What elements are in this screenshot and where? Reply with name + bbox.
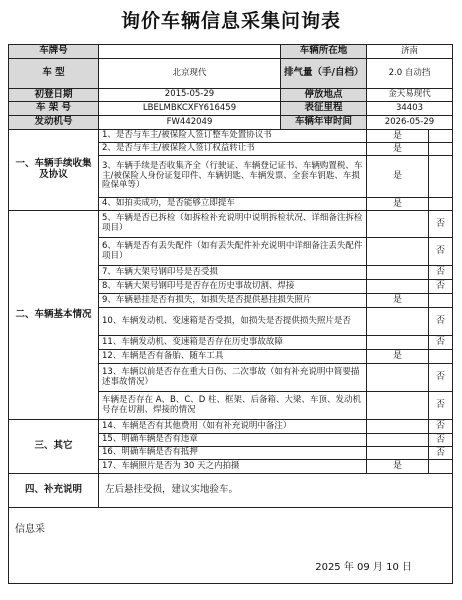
vin-label: 车 架 号 — [9, 102, 99, 116]
displacement-value: 2.0 自动挡 — [367, 59, 453, 89]
info-row-vin — [9, 102, 453, 116]
checklist-item: 13、车辆以前是否存在重大日伤、二次事故（如有补充说明中简要描述事故情况） — [99, 364, 367, 392]
checklist-item: 4、如拍卖成功，是否能够立即提车 — [99, 198, 367, 211]
answer-no — [429, 350, 453, 364]
answer-no — [429, 130, 453, 143]
section-title-other: 三、其它 — [9, 420, 99, 474]
checklist-item: 9、车辆悬挂是否有损失，如损失是否提供悬挂损失照片 — [99, 294, 367, 308]
answer-yes — [367, 336, 429, 350]
checklist-item: 10、车辆发动机、变速箱是否受损，如损失是否提供损失照片是否 — [99, 308, 367, 336]
answer-no: 否 — [429, 420, 453, 434]
answer-yes — [367, 434, 429, 447]
answer-yes — [367, 280, 429, 294]
checklist-item: 车辆是否存在 A、B、C、D 柱、框架、后备箱、大梁、车顶、发动机号存在切割、焊接的情况 — [99, 392, 367, 420]
model-label: 车 型 — [9, 59, 99, 89]
vin-value: LBELMBKCXFY616459 — [99, 102, 281, 116]
engine-value: FW442049 — [99, 116, 281, 130]
answer-no — [429, 198, 453, 211]
engine-label: 发动机号 — [9, 116, 99, 130]
checklist-item: 2、是否与车主/被保险人签订权益转让书 — [99, 143, 367, 156]
answer-no — [429, 460, 453, 474]
checklist-item: 1、是否与车主/被保险人签订整车处置协议书 — [99, 130, 367, 143]
signature-date: 2025 年 09 月 10 日 — [315, 562, 413, 573]
answer-no: 否 — [429, 447, 453, 460]
answer-yes: 是 — [367, 460, 429, 474]
answer-yes — [367, 447, 429, 460]
checklist-item: 17、车辆照片是否为 30 天之内拍摄 — [99, 460, 367, 474]
checklist-row — [9, 130, 453, 143]
checklist-item: 15、明确车辆是否有违章 — [99, 434, 367, 447]
answer-yes — [367, 420, 429, 434]
inspection-value: 2026-05-29 — [367, 116, 453, 130]
answer-yes — [367, 238, 429, 266]
displacement-label: 排气量（手/自档） — [281, 59, 367, 89]
answer-yes: 是 — [367, 198, 429, 211]
checklist-item: 12、车辆是否有备胎、随车工具 — [99, 350, 367, 364]
vehicle-info-table — [8, 44, 453, 584]
answer-no: 否 — [429, 308, 453, 336]
answer-yes — [367, 308, 429, 336]
checklist-row — [9, 211, 453, 238]
inspection-label: 车辆年审时间 — [281, 116, 367, 130]
answer-no: 否 — [429, 238, 453, 266]
info-row-reg-date — [9, 89, 453, 102]
section-title-documents: 一、车辆手续收集及协议 — [9, 130, 99, 211]
model-value: 北京现代 — [99, 59, 281, 89]
reg-date-value: 2015-05-29 — [99, 89, 281, 102]
answer-no: 否 — [429, 266, 453, 280]
answer-yes: 是 — [367, 156, 429, 198]
location-label: 车辆所在地 — [281, 45, 367, 59]
checklist-row — [9, 420, 453, 434]
plate-label: 车牌号 — [9, 45, 99, 59]
signature-block — [9, 508, 453, 584]
answer-no — [429, 294, 453, 308]
answer-no: 否 — [429, 336, 453, 350]
checklist-item: 11、车辆发动机、变速箱是否存在历史事故故障 — [99, 336, 367, 350]
answer-no: 否 — [429, 280, 453, 294]
location-value: 济南 — [367, 45, 453, 59]
answer-yes: 是 — [367, 143, 429, 156]
supplement-text: 左后悬挂受损，建议实地验车。 — [99, 474, 453, 508]
storage-label: 停放地点 — [281, 89, 367, 102]
answer-no — [429, 143, 453, 156]
answer-no: 否 — [429, 392, 453, 420]
checklist-item: 8、车辆大架号钢印号是否存在历史事故切割、焊接 — [99, 280, 367, 294]
plate-value — [99, 45, 281, 59]
section-title-supplement: 四、补充说明 — [9, 474, 99, 508]
answer-yes — [367, 266, 429, 280]
answer-no: 否 — [429, 211, 453, 238]
answer-yes — [367, 364, 429, 392]
mileage-value: 34403 — [367, 102, 453, 116]
info-row-engine — [9, 116, 453, 130]
signature-row — [9, 508, 453, 584]
signature-label: 信息采 — [15, 524, 45, 535]
checklist-item: 16、明确车辆是否有抵押 — [99, 447, 367, 460]
info-row-model — [9, 59, 453, 89]
answer-yes — [367, 211, 429, 238]
reg-date-label: 初登日期 — [9, 89, 99, 102]
answer-no: 否 — [429, 434, 453, 447]
answer-yes: 是 — [367, 350, 429, 364]
checklist-item: 5、车辆是否已拆检（如拆检补充说明中说明拆检状况、详细备注拆检项目） — [99, 211, 367, 238]
answer-no — [429, 156, 453, 198]
info-row-plate — [9, 45, 453, 59]
answer-no: 否 — [429, 364, 453, 392]
storage-value: 金天易现代 — [367, 89, 453, 102]
section-title-basic-condition: 二、车辆基本情况 — [9, 211, 99, 420]
answer-yes: 是 — [367, 130, 429, 143]
checklist-item: 7、车辆大架号钢印号是否受损 — [99, 266, 367, 280]
answer-yes — [367, 392, 429, 420]
mileage-label: 表征里程 — [281, 102, 367, 116]
checklist-item: 3、车辆手续是否收集齐全（行驶证、车辆登记证书、车辆购置税、车主/被保险人身份证复印件、车辆钥匙、车辆发票、全套车钥匙、车损险保单等） — [99, 156, 367, 198]
document-title: 询价车辆信息采集问询表 — [120, 10, 341, 32]
checklist-item: 14、车辆是否有其他费用（如有补充说明中备注） — [99, 420, 367, 434]
checklist-item: 6、车辆是否有丢失配件（如有丢失配件补充说明中详细备注丢失配件项目） — [99, 238, 367, 266]
answer-yes: 是 — [367, 294, 429, 308]
supplement-row — [9, 474, 453, 508]
